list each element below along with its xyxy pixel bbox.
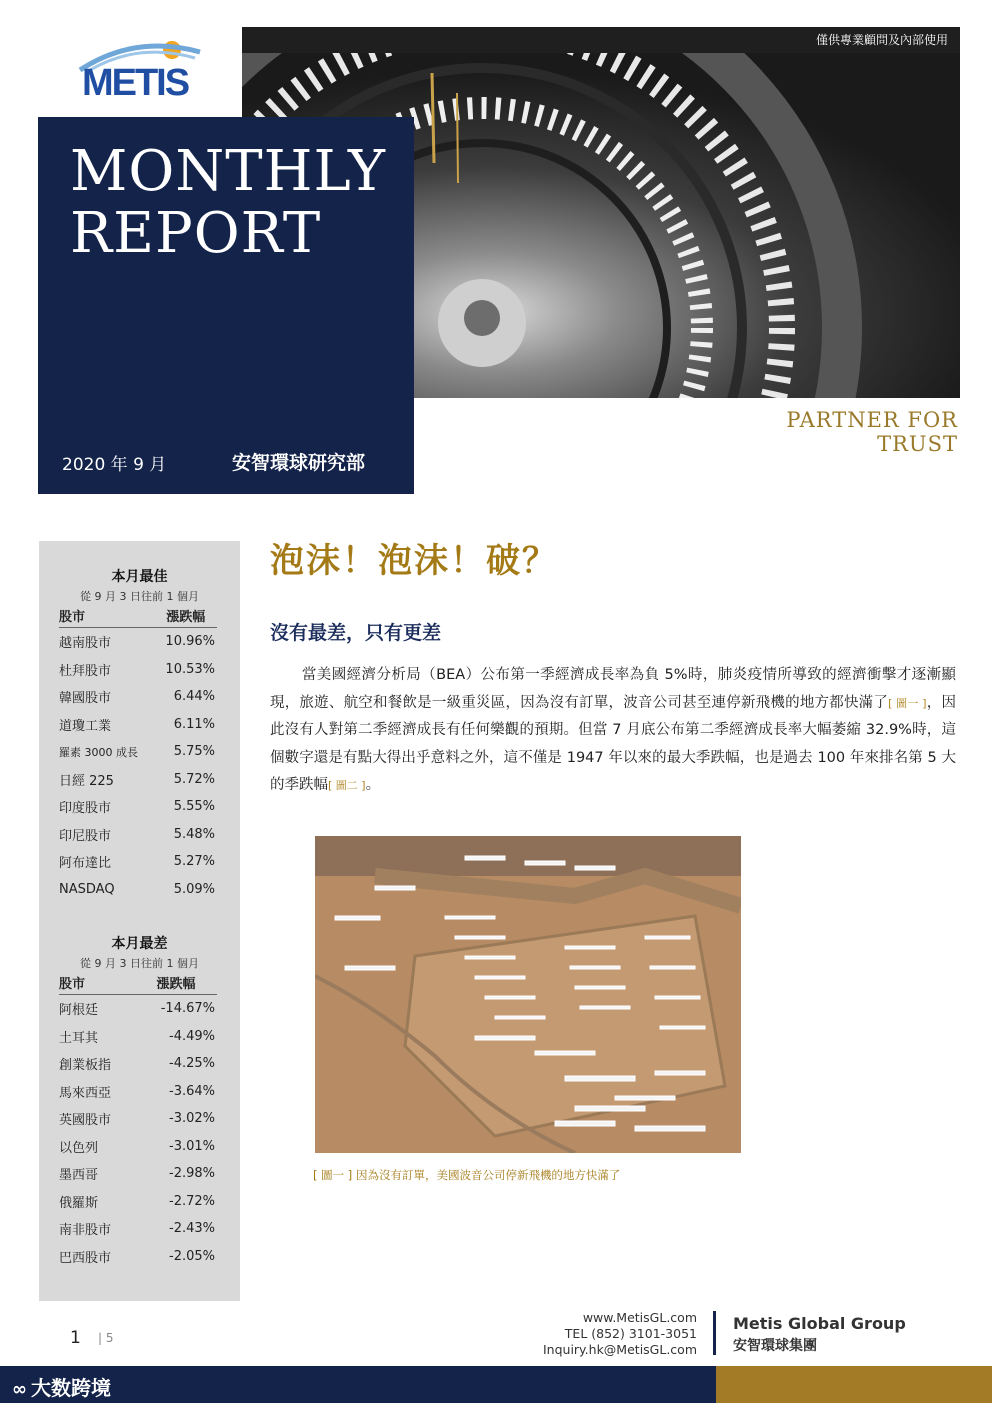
contact-info	[480, 1310, 697, 1358]
table-row	[59, 1078, 217, 1106]
best-heading: 本月最佳	[111, 569, 168, 585]
worst-heading: 本月最差	[111, 936, 168, 952]
market-name: 印尼股市	[59, 828, 112, 844]
page-number: 1	[70, 1328, 81, 1348]
market-change: -2.05%	[169, 1248, 215, 1264]
market-name: 日經 225	[59, 773, 114, 789]
title-line-2: REPORT	[70, 201, 322, 266]
market-change: -2.43%	[169, 1221, 215, 1237]
table-row	[59, 738, 217, 766]
figure-2-reference: [ 圖二 ]	[328, 779, 366, 792]
table-row	[59, 876, 217, 904]
market-name: 創業板指	[59, 1058, 112, 1074]
footer-bar-gold	[716, 1366, 992, 1403]
table-row	[59, 793, 217, 821]
metis-logo	[60, 32, 210, 102]
table-row	[59, 1215, 217, 1243]
website-link[interactable]: www.MetisGL.com	[582, 1310, 697, 1325]
table-row	[59, 711, 217, 739]
market-change: 6.44%	[173, 689, 215, 705]
market-change: -3.64%	[169, 1083, 215, 1099]
market-name: 墨西哥	[59, 1168, 99, 1184]
market-name: 韓國股市	[59, 691, 112, 707]
table-row	[59, 821, 217, 849]
table-row	[59, 1243, 217, 1271]
table-row	[59, 656, 217, 684]
table-row	[59, 1050, 217, 1078]
table-row	[59, 766, 217, 794]
figure-1-reference: [ 圖一 ]	[888, 696, 927, 710]
market-change: -3.01%	[169, 1138, 215, 1154]
market-name: 越南股市	[59, 636, 112, 652]
market-name: 巴西股市	[59, 1250, 112, 1266]
article-paragraph	[270, 662, 956, 800]
market-change: -4.25%	[169, 1056, 215, 1072]
tagline: PARTNER FOR TRUST	[786, 408, 958, 456]
footer-divider	[713, 1311, 716, 1355]
market-change: -2.72%	[169, 1193, 215, 1209]
market-change: 6.11%	[173, 716, 215, 732]
market-name: 以色列	[59, 1140, 99, 1156]
phone-number: TEL (852) 3101-3051	[564, 1326, 697, 1341]
brand-icon: ∞	[12, 1379, 27, 1400]
department-name: 安智環球研究部	[232, 452, 366, 474]
market-name: 南非股市	[59, 1223, 112, 1239]
market-change: 5.09%	[173, 881, 215, 897]
aircraft-storage-photo	[315, 836, 741, 1153]
market-name: 杜拜股市	[59, 663, 112, 679]
article-subheading: 沒有最差，只有更差	[270, 622, 442, 644]
market-change: 5.48%	[173, 826, 215, 842]
table-row	[59, 1188, 217, 1216]
watermark-brand	[12, 1372, 111, 1401]
market-change: -14.67%	[160, 1001, 215, 1017]
market-change: 5.27%	[173, 854, 215, 870]
brand-text: 大数跨境	[31, 1376, 111, 1400]
worst-subtitle: 從 9 月 3 日往前 1 個月	[80, 957, 199, 970]
market-change: -3.02%	[169, 1111, 215, 1127]
confidential-text: 僅供專業顧問及內部使用	[815, 33, 948, 47]
paragraph-text-2: ，因此沒有人對第二季經濟成長有任何樂觀的預期。但當 7 月底公布第二季經濟成長率大幅萎縮 32.9%時，這個數字還是有點大得出乎意料之外，這不僅是 1947 年以來的最大季跌幅，也是過去 100 年來排名第 5 大的季跌幅	[270, 694, 957, 793]
market-change: 5.55%	[173, 799, 215, 815]
table-row	[59, 995, 217, 1023]
table-row	[59, 1023, 217, 1051]
paragraph-end: 。	[365, 777, 381, 793]
title-line-1: MONTHLY	[70, 139, 387, 204]
market-change: -2.98%	[169, 1166, 215, 1182]
photo-caption: [ 圖一 ] 因為沒有訂單，美國波音公司停新飛機的地方快滿了	[313, 1168, 621, 1182]
best-col-change: 漲跌幅	[155, 604, 217, 628]
market-change: 10.53%	[165, 661, 215, 677]
worst-col-change: 漲跌幅	[135, 971, 217, 995]
market-name: 印度股市	[59, 801, 112, 817]
email-link[interactable]: Inquiry.hk@MetisGL.com	[542, 1342, 697, 1357]
market-name: 道瓊工業	[59, 718, 112, 734]
best-subtitle: 從 9 月 3 日往前 1 個月	[80, 590, 199, 603]
market-change: 5.72%	[173, 771, 215, 787]
market-change: 5.75%	[173, 744, 215, 760]
group-name-en: Metis Global Group	[733, 1314, 906, 1333]
market-name: NASDAQ	[59, 881, 115, 897]
report-date: 2020 年 9 月	[62, 455, 167, 475]
market-name: 阿根廷	[59, 1003, 99, 1019]
page-total: | 5	[98, 1331, 114, 1345]
paragraph-text-1: 當美國經濟分析局（BEA）公布第一季經濟成長率為負 5%時，肺炎疫情所導致的經濟衝擊才逐漸顯現，旅遊、航空和餐飲是一級重災區，因為沒有訂單，波音公司甚至連停新飛機的地方都快滿了	[270, 667, 956, 711]
worst-table	[59, 971, 217, 1270]
best-table	[59, 604, 217, 903]
market-name: 羅素 3000 成長	[59, 745, 138, 759]
market-change: -4.49%	[169, 1028, 215, 1044]
market-name: 英國股市	[59, 1113, 112, 1129]
logo-text: METIS	[81, 62, 189, 104]
group-name-zh: 安智環球集團	[733, 1338, 817, 1354]
market-name: 馬來西亞	[59, 1085, 112, 1101]
table-row	[59, 628, 217, 656]
article-headline: 泡沫！泡沫！破？	[270, 541, 558, 581]
market-change: 10.96%	[165, 634, 215, 650]
market-name: 土耳其	[59, 1030, 99, 1046]
report-title-block	[38, 117, 414, 494]
table-row	[59, 1105, 217, 1133]
market-name: 俄羅斯	[59, 1195, 99, 1211]
table-row	[59, 683, 217, 711]
market-name: 阿布達比	[59, 856, 112, 872]
worst-col-market: 股市	[59, 971, 135, 995]
table-row	[59, 848, 217, 876]
table-row	[59, 1160, 217, 1188]
best-col-market: 股市	[59, 604, 155, 628]
confidential-bar	[242, 27, 960, 53]
market-sidebar	[39, 541, 240, 1301]
table-row	[59, 1133, 217, 1161]
